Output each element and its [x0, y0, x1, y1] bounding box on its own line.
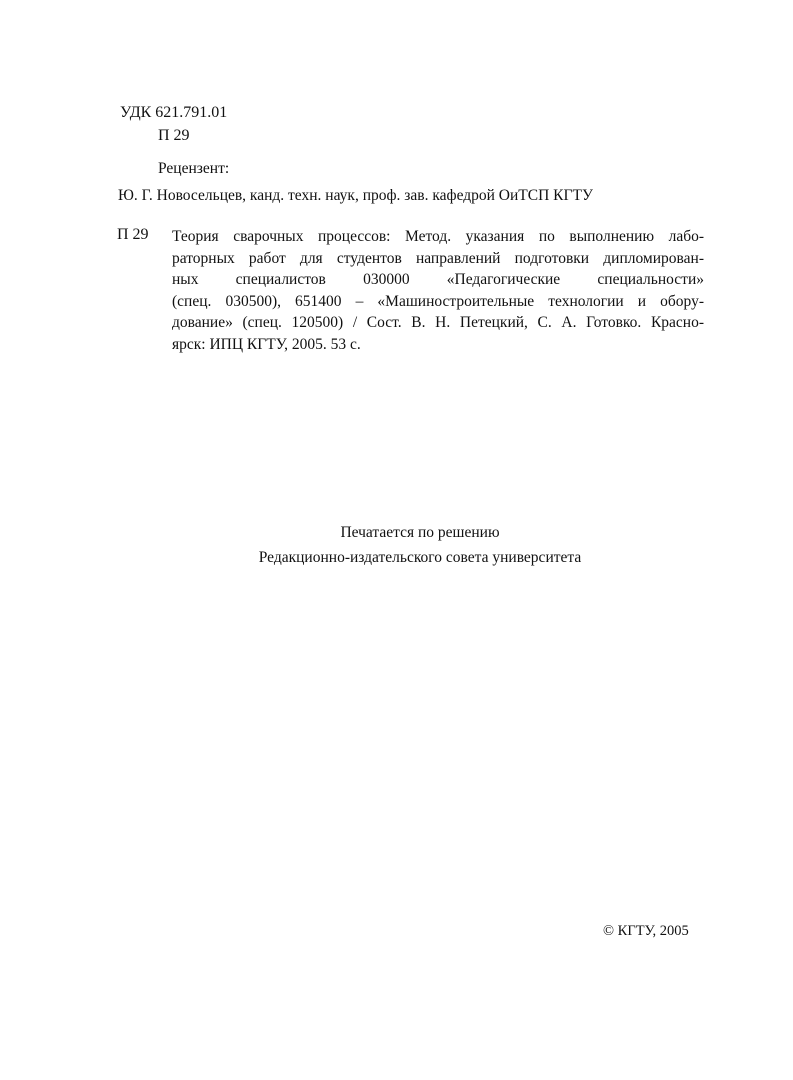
bibliographic-description	[172, 226, 704, 355]
udk-index: П 29	[158, 127, 190, 144]
copyright-notice: © КГТУ, 2005	[603, 923, 689, 939]
bibliographic-index: П 29	[117, 226, 149, 243]
reviewer-name: Ю. Г. Новосельцев, канд. техн. наук, проф. зав. кафедрой ОиТСП КГТУ	[118, 187, 593, 204]
udk-code: УДК 621.791.01	[120, 104, 228, 121]
print-note-line-2: Редакционно-издательского совета университета	[258, 549, 582, 566]
description-line: (спец. 030500), 651400 – «Машиностроительные технологии и обору-	[172, 292, 704, 310]
print-approval-note	[0, 520, 793, 570]
description-line: дование» (спец. 120500) / Сост. В. Н. Петецкий, С. А. Готовко. Красно-	[172, 314, 704, 331]
description-line: раторных работ для студентов направлений подготовки дипломирован-	[172, 249, 704, 267]
description-line: Теория сварочных процессов: Метод. указания по выполнению лабо-	[172, 228, 704, 245]
description-line: ярск: ИПЦ КГТУ, 2005. 53 с.	[172, 335, 361, 353]
print-note-line-1: Печатается по решению	[340, 524, 500, 541]
description-line: ных специалистов 030000 «Педагогические специальности»	[172, 271, 704, 288]
reviewer-label: Рецензент:	[158, 160, 230, 177]
